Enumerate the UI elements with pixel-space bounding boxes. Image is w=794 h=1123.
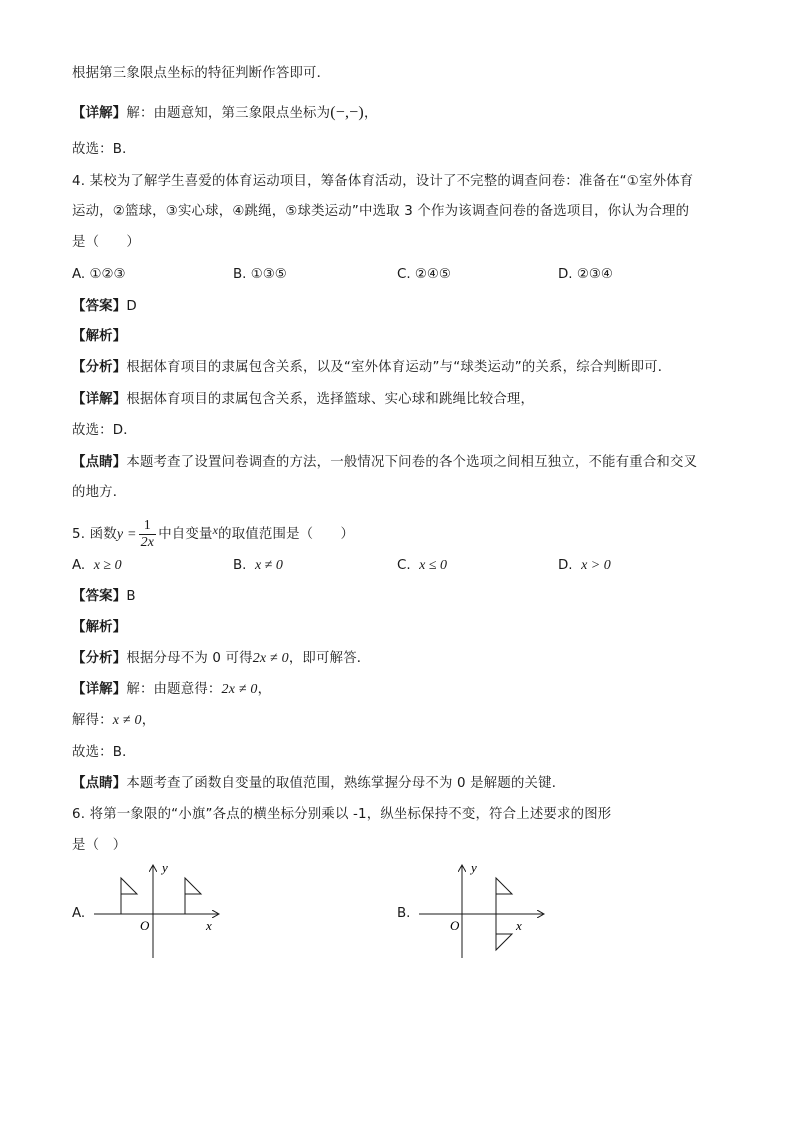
origin-label: O (450, 918, 460, 933)
q6-option-a-label: A. (72, 906, 86, 921)
q4-xiangjie-line (72, 390, 534, 410)
punct: ， (363, 106, 378, 121)
text-line: 根据第三象限点坐标的特征判断作答即可． (72, 66, 331, 81)
fenxi-math: 2x ≠ 0 (252, 651, 289, 666)
q4-stem-2: 运动，②篮球，③实心球，④跳绳，⑤球类运动”中选取 3 个作为该调查问卷的备选项目，你认为合理的 (72, 204, 690, 219)
option-letter: C. (397, 558, 411, 573)
q4-fenxi-line (72, 358, 671, 378)
q4-option-a: A. ①②③ (72, 267, 126, 282)
q5-stem-mid: 中自变量 (158, 527, 213, 542)
flag-right (185, 878, 201, 914)
dianjing-tag: 【点睛】 (72, 776, 127, 791)
answer-tag: 【答案】 (72, 299, 127, 314)
q4-option-c: C. ②④⑤ (397, 267, 451, 282)
xiangjie-tag: 【详解】 (72, 682, 127, 697)
q4-stem-3: 是（ ） (72, 235, 140, 250)
q6-figure-a (90, 858, 230, 962)
dianjing-tag: 【点睛】 (72, 455, 127, 470)
q5-fraction (139, 518, 157, 551)
q4-dianjing-line (72, 453, 697, 473)
q5-choose-line: 故选：B． (72, 745, 136, 760)
option-math: x ≥ 0 (93, 558, 122, 573)
axis-label-x: x (206, 918, 212, 933)
axis-label-x: x (516, 918, 522, 933)
xiangjie-text: 解：由题意得： (126, 682, 222, 697)
q4-stem-1: 4. 某校为了解学生喜爱的体育运动项目，筹备体育活动，设计了不完整的调查问卷：准备在“①室外体育 (72, 174, 694, 189)
answer-tag: 【答案】 (72, 589, 127, 604)
jiede-text: 解得： (72, 713, 113, 728)
xiangjie-text: 根据体育项目的隶属包含关系，选择篮球、实心球和跳绳比较合理， (126, 392, 535, 407)
q4-option-d: D. ②③④ (558, 267, 613, 282)
flag-lower (496, 934, 512, 950)
q5-option-d (558, 556, 611, 576)
option-math: x > 0 (581, 558, 611, 573)
q5-func-y: y = (116, 527, 137, 542)
q5-option-a (72, 556, 122, 576)
q4-choose-line: 故选：D． (72, 423, 137, 438)
detail-text: 解：由题意知，第三象限点坐标为 (126, 106, 331, 121)
answer-value: D (126, 299, 137, 314)
q4-dianjing-line-2: 的地方． (72, 485, 127, 500)
xiangjie-post: ， (257, 682, 272, 697)
jiede-post: ， (141, 713, 156, 728)
option-math: x ≤ 0 (419, 558, 448, 573)
dianjing-text: 本题考查了设置问卷调查的方法，一般情况下问卷的各个选项之间相互独立，不能有重合和交叉 (126, 455, 698, 470)
option-math: x ≠ 0 (254, 558, 283, 573)
axis-label-y: y (162, 860, 168, 875)
fenxi-tag: 【分析】 (72, 651, 127, 666)
dianjing-text: 本题考查了函数自变量的取值范围，熟练掌握分母不为 0 是解题的关键． (126, 776, 566, 791)
q5-stem-pre: 5. 函数 (72, 527, 117, 542)
flag-upper (496, 878, 512, 894)
q5-dianjing-line (72, 774, 565, 794)
q6-stem-1: 6. 将第一象限的“小旗”各点的横坐标分别乘以 -1，纵坐标保持不变，符合上述要求的图形 (72, 807, 612, 822)
q4-option-b: B. ①③⑤ (233, 267, 287, 282)
q5-fenxi-line (72, 649, 370, 669)
jiede-math: x ≠ 0 (112, 713, 142, 728)
q5-analysis-line (72, 618, 126, 638)
choose-line: 故选：B． (72, 142, 136, 157)
fenxi-tag: 【分析】 (72, 360, 127, 375)
q6-option-b-label: B. (397, 906, 411, 921)
detail-tag: 【详解】 (72, 106, 127, 121)
q5-var-x: x (212, 523, 219, 537)
q5-xiangjie-line (72, 680, 271, 700)
q6-figure-b (415, 858, 555, 962)
flag-left (121, 878, 137, 914)
q4-analysis-line (72, 327, 126, 347)
analysis-tag: 【解析】 (72, 329, 127, 344)
origin-label: O (140, 918, 150, 933)
analysis-tag: 【解析】 (72, 620, 127, 635)
fraction-denominator: 2x (140, 534, 155, 550)
q5-jiede-line (72, 711, 155, 731)
q5-option-c (397, 556, 447, 576)
q5-answer-line (72, 587, 136, 607)
fenxi-text: 根据分母不为 0 可得 (126, 651, 253, 666)
q5-option-b (233, 556, 283, 576)
q5-stem (72, 510, 354, 555)
answer-value: B (126, 589, 136, 604)
coordinate-math: (−,−) (330, 104, 364, 121)
fenxi-post: ，即可解答． (288, 651, 371, 666)
option-letter: A. (72, 558, 86, 573)
fenxi-text: 根据体育项目的隶属包含关系，以及“室外体育运动”与“球类运动”的关系，综合判断即可． (126, 360, 672, 375)
q5-stem-post: 的取值范围是（ ） (218, 527, 355, 542)
xiangjie-math: 2x ≠ 0 (221, 682, 258, 697)
option-letter: B. (233, 558, 247, 573)
q6-stem-2: 是（ ） (72, 838, 127, 853)
fraction-numerator: 1 (143, 517, 151, 533)
xiangjie-tag: 【详解】 (72, 392, 127, 407)
axis-label-y: y (471, 860, 477, 875)
q4-answer-line (72, 297, 137, 317)
option-letter: D. (558, 558, 573, 573)
detail-line (72, 103, 378, 124)
